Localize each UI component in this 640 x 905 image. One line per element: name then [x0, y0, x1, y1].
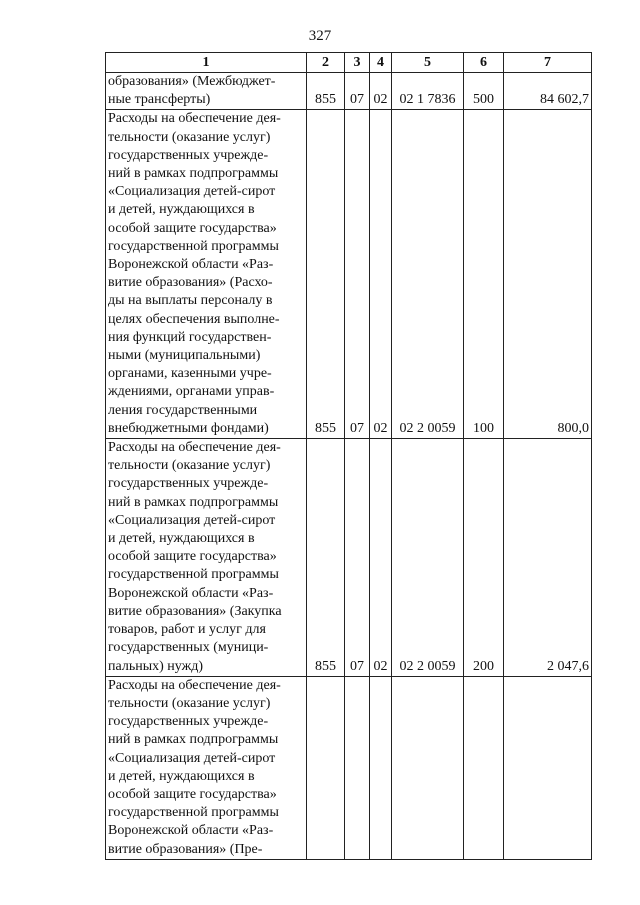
budget-table [105, 52, 592, 860]
column-header-6: 6 [464, 53, 504, 73]
row-description [106, 439, 307, 677]
description-line: ды на выплаты персоналу в [108, 293, 273, 309]
description-line: Воронежской области «Раз- [108, 257, 274, 273]
table-row [106, 439, 592, 677]
description-line: «Социализация детей-сирот [108, 512, 276, 528]
description-line: и детей, нуждающихся в [108, 768, 255, 784]
description-line: государственной программы [108, 567, 279, 583]
cell-ministry-code [307, 676, 345, 859]
column-header-2: 2 [307, 53, 345, 73]
description-line: государственных (муници- [108, 640, 269, 656]
description-line: ния функций государствен- [108, 329, 272, 345]
description-line: внебюджетными фондами) [108, 420, 269, 436]
description-line: тельности (оказание услуг) [108, 129, 271, 145]
cell-amount: 800,0 [504, 110, 592, 439]
description-line: ний в рамках подпрограммы [108, 494, 279, 510]
description-line: целях обеспечения выполне- [108, 311, 280, 327]
description-line: государственной программы [108, 805, 279, 821]
column-header-7: 7 [504, 53, 592, 73]
description-line: витие образования» (Расхо- [108, 275, 273, 291]
description-line: Расходы на обеспечение дея- [108, 111, 281, 127]
description-line: ными (муниципальными) [108, 348, 261, 364]
description-line: ний в рамках подпрограммы [108, 166, 279, 182]
table-row [106, 110, 592, 439]
description-line: «Социализация детей-сирот [108, 184, 276, 200]
cell-expense-type [464, 676, 504, 859]
cell-ministry-code: 855 [307, 73, 345, 110]
cell-expense-type: 500 [464, 73, 504, 110]
description-line: особой защите государства» [108, 220, 277, 236]
description-line: Расходы на обеспечение дея- [108, 677, 281, 693]
cell-subsection [370, 676, 392, 859]
description-line: образования» (Межбюджет- [108, 74, 276, 89]
cell-target-article: 02 2 0059 [392, 110, 464, 439]
column-header-1: 1 [106, 53, 307, 73]
cell-target-article [392, 676, 464, 859]
description-line: витие образования» (Пре- [108, 841, 263, 857]
description-line: и детей, нуждающихся в [108, 531, 255, 547]
description-line: особой защите государства» [108, 549, 277, 565]
cell-subsection: 02 [370, 110, 392, 439]
description-line: «Социализация детей-сирот [108, 750, 276, 766]
table-row [106, 73, 592, 110]
cell-expense-type: 100 [464, 110, 504, 439]
description-line: тельности (оказание услуг) [108, 695, 271, 711]
cell-ministry-code: 855 [307, 110, 345, 439]
description-line: товаров, работ и услуг для [108, 622, 266, 638]
cell-expense-type: 200 [464, 439, 504, 677]
row-description [106, 676, 307, 859]
description-line: пальных) нужд) [108, 658, 204, 674]
description-line: и детей, нуждающихся в [108, 202, 255, 218]
cell-section: 07 [345, 110, 370, 439]
description-line: государственной программы [108, 238, 279, 254]
cell-subsection: 02 [370, 439, 392, 677]
description-line: органами, казенными учре- [108, 366, 272, 382]
description-line: государственных учрежде- [108, 147, 269, 163]
page-number: 327 [308, 28, 332, 44]
description-line: особой защите государства» [108, 786, 277, 802]
description-line: Расходы на обеспечение дея- [108, 440, 281, 456]
column-header-3: 3 [345, 53, 370, 73]
description-line: государственных учрежде- [108, 476, 269, 492]
cell-amount [504, 676, 592, 859]
row-description [106, 110, 307, 439]
description-line: ний в рамках подпрограммы [108, 732, 279, 748]
description-line: Воронежской области «Раз- [108, 585, 274, 601]
description-line: тельности (оказание услуг) [108, 458, 271, 474]
table-body [106, 73, 592, 860]
description-line: государственных учрежде- [108, 714, 269, 730]
cell-subsection: 02 [370, 73, 392, 110]
header-row [106, 53, 592, 73]
table-row [106, 676, 592, 859]
row-description [106, 73, 307, 110]
column-header-5: 5 [392, 53, 464, 73]
cell-amount: 84 602,7 [504, 73, 592, 110]
cell-amount: 2 047,6 [504, 439, 592, 677]
cell-section: 07 [345, 439, 370, 677]
cell-section: 07 [345, 73, 370, 110]
description-line: витие образования» (Закупка [108, 603, 282, 619]
description-line: ные трансферты) [108, 92, 211, 108]
description-line: Воронежской области «Раз- [108, 823, 274, 839]
cell-ministry-code: 855 [307, 439, 345, 677]
cell-target-article: 02 1 7836 [392, 73, 464, 110]
description-line: ления государственными [108, 402, 258, 418]
description-line: ждениями, органами управ- [108, 384, 275, 400]
cell-target-article: 02 2 0059 [392, 439, 464, 677]
cell-section [345, 676, 370, 859]
column-header-4: 4 [370, 53, 392, 73]
